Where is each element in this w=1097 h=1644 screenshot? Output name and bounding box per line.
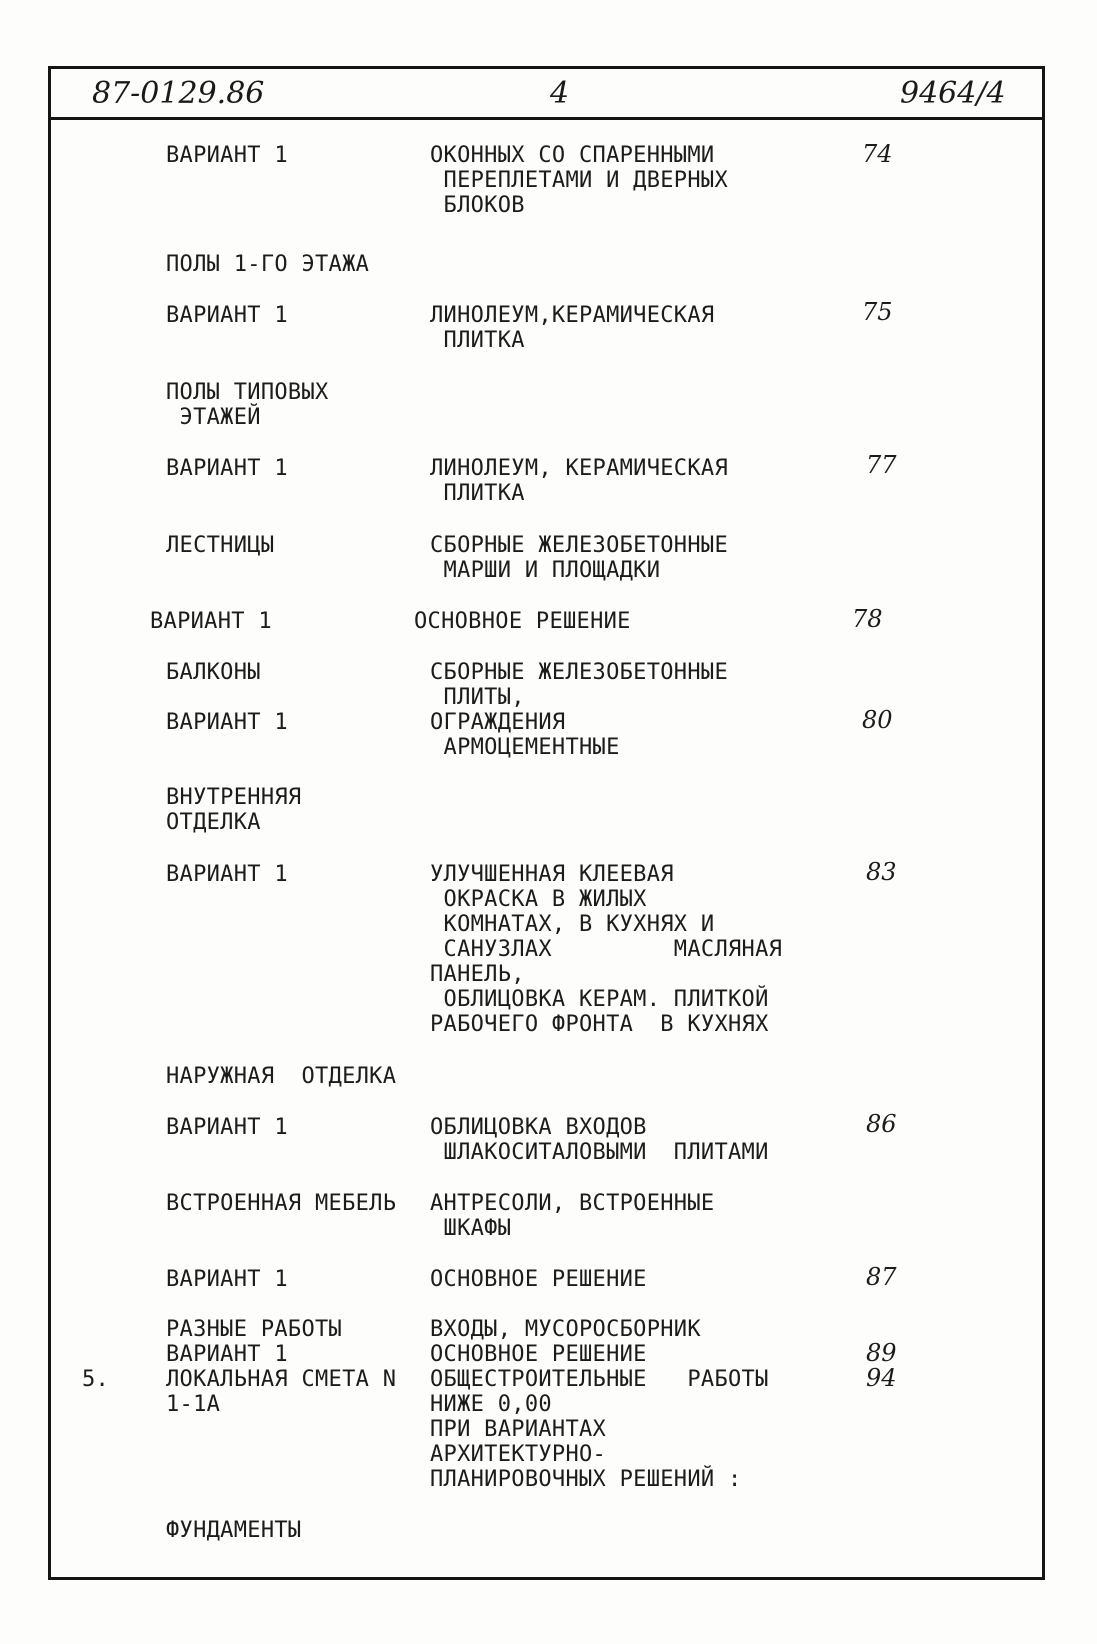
- entry-right-line: САНУЗЛАХ МАСЛЯНАЯ: [430, 937, 783, 962]
- entry-page: 77: [866, 451, 897, 479]
- entry-left: ВАРИАНТ 1: [166, 1115, 288, 1140]
- entry-right-line: УЛУЧШЕННАЯ КЛЕЕВАЯ: [430, 862, 674, 887]
- entry-left: ЛОКАЛЬНАЯ СМЕТА N 1-1А: [166, 1367, 397, 1417]
- entry-right-line: ОСНОВНОЕ РЕШЕНИЕ: [430, 1267, 647, 1292]
- entry-right-line: ПЛИТКА: [430, 481, 525, 506]
- section-heading: ПОЛЫ 1-ГО ЭТАЖА: [166, 252, 370, 277]
- ref-number: 9464/4: [900, 76, 1006, 111]
- entry-page: 74: [862, 140, 893, 168]
- entry-page: 86: [866, 1110, 897, 1138]
- entry-right-line: АРМОЦЕМЕНТНЫЕ: [430, 735, 620, 760]
- entry-right-line: СБОРНЫЕ ЖЕЛЕЗОБЕТОННЫЕ: [430, 660, 728, 685]
- entry-right-line: ПЛИТКА: [430, 328, 525, 353]
- section-heading: ЛЕСТНИЦЫ: [166, 533, 275, 558]
- entry-page: 83: [866, 858, 897, 886]
- entry-right-line: ОГРАЖДЕНИЯ: [430, 710, 566, 735]
- entry-right-line: РАБОЧЕГО ФРОНТА В КУХНЯХ: [430, 1012, 769, 1037]
- section-heading: РАЗНЫЕ РАБОТЫ: [166, 1317, 343, 1342]
- entry-left: ВАРИАНТ 1: [166, 862, 288, 887]
- entry-page: 80: [862, 706, 893, 734]
- entry-right-line: ОБЛИЦОВКА КЕРАМ. ПЛИТКОЙ: [430, 987, 769, 1012]
- entry-right-line: ЛИНОЛЕУМ, КЕРАМИЧЕСКАЯ: [430, 456, 728, 481]
- entry-left: ВАРИАНТ 1: [166, 303, 288, 328]
- entry-right-line: ОСНОВНОЕ РЕШЕНИЕ: [430, 1342, 647, 1367]
- entry-right-line: АНТРЕСОЛИ, ВСТРОЕННЫЕ: [430, 1191, 715, 1216]
- entry-right-line: ШКАФЫ: [430, 1216, 512, 1241]
- entry-right-line: ОБЩЕСТРОИТЕЛЬНЫЕ РАБОТЫ: [430, 1367, 769, 1392]
- entry-right-line: КОМНАТАХ, В КУХНЯХ И: [430, 912, 715, 937]
- entry-right-line: ОКОННЫХ СО СПАРЕННЫМИ: [430, 143, 715, 168]
- entry-right-line: ОСНОВНОЕ РЕШЕНИЕ: [414, 609, 631, 634]
- section-heading: ФУНДАМЕНТЫ: [166, 1518, 302, 1543]
- entry-left: ВАРИАНТ 1: [166, 1267, 288, 1292]
- entry-page: 94: [866, 1364, 897, 1392]
- entry-left: ВАРИАНТ 1: [166, 710, 288, 735]
- entry-page: 78: [852, 605, 883, 633]
- entry-right-line: ОКРАСКА В ЖИЛЫХ: [430, 887, 647, 912]
- entry-page: 75: [862, 298, 893, 326]
- section-heading: БАЛКОНЫ: [166, 660, 261, 685]
- entry-right-line: ШЛАКОСИТАЛОВЫМИ ПЛИТАМИ: [430, 1140, 769, 1165]
- header-divider: [48, 117, 1045, 120]
- entry-right-line: ПЛИТЫ,: [430, 685, 525, 710]
- entry-right-line: ПЕРЕПЛЕТАМИ И ДВЕРНЫХ: [430, 168, 728, 193]
- entry-left: ВАРИАНТ 1: [166, 1342, 288, 1367]
- entry-right-line: ОБЛИЦОВКА ВХОДОВ: [430, 1115, 647, 1140]
- entry-right-line: НИЖЕ 0,00: [430, 1392, 552, 1417]
- entry-left: ВАРИАНТ 1: [166, 456, 288, 481]
- section-heading: НАРУЖНАЯ ОТДЕЛКА: [166, 1064, 397, 1089]
- doc-number: 87-0129.86: [92, 76, 265, 111]
- entry-right-line: СБОРНЫЕ ЖЕЛЕЗОБЕТОННЫЕ: [430, 533, 728, 558]
- section-heading: ПОЛЫ ТИПОВЫХ ЭТАЖЕЙ: [166, 380, 329, 430]
- entry-right-line: ЛИНОЛЕУМ,КЕРАМИЧЕСКАЯ: [430, 303, 715, 328]
- entry-right-line: ПАНЕЛЬ,: [430, 962, 525, 987]
- page-number: 4: [550, 76, 570, 111]
- entry-right-line: ПРИ ВАРИАНТАХ: [430, 1417, 607, 1442]
- section-heading: ВНУТРЕННЯЯ ОТДЕЛКА: [166, 785, 302, 835]
- entry-right-line: ПЛАНИРОВОЧНЫХ РЕШЕНИЙ :: [430, 1467, 742, 1492]
- entry-right-line: МАРШИ И ПЛОЩАДКИ: [430, 558, 661, 583]
- item-number: 5.: [82, 1367, 110, 1392]
- entry-left: ВАРИАНТ 1: [150, 609, 272, 634]
- entry-right-line: АРХИТЕКТУРНО-: [430, 1442, 607, 1467]
- section-heading: ВСТРОЕННАЯ МЕБЕЛЬ: [166, 1191, 397, 1216]
- entry-page: 87: [866, 1263, 897, 1291]
- entry-right-line: БЛОКОВ: [430, 193, 525, 218]
- entry-page: 89: [866, 1339, 897, 1367]
- entry-right-line: ВХОДЫ, МУСОРОСБОРНИК: [430, 1317, 701, 1342]
- entry-left: ВАРИАНТ 1: [166, 143, 288, 168]
